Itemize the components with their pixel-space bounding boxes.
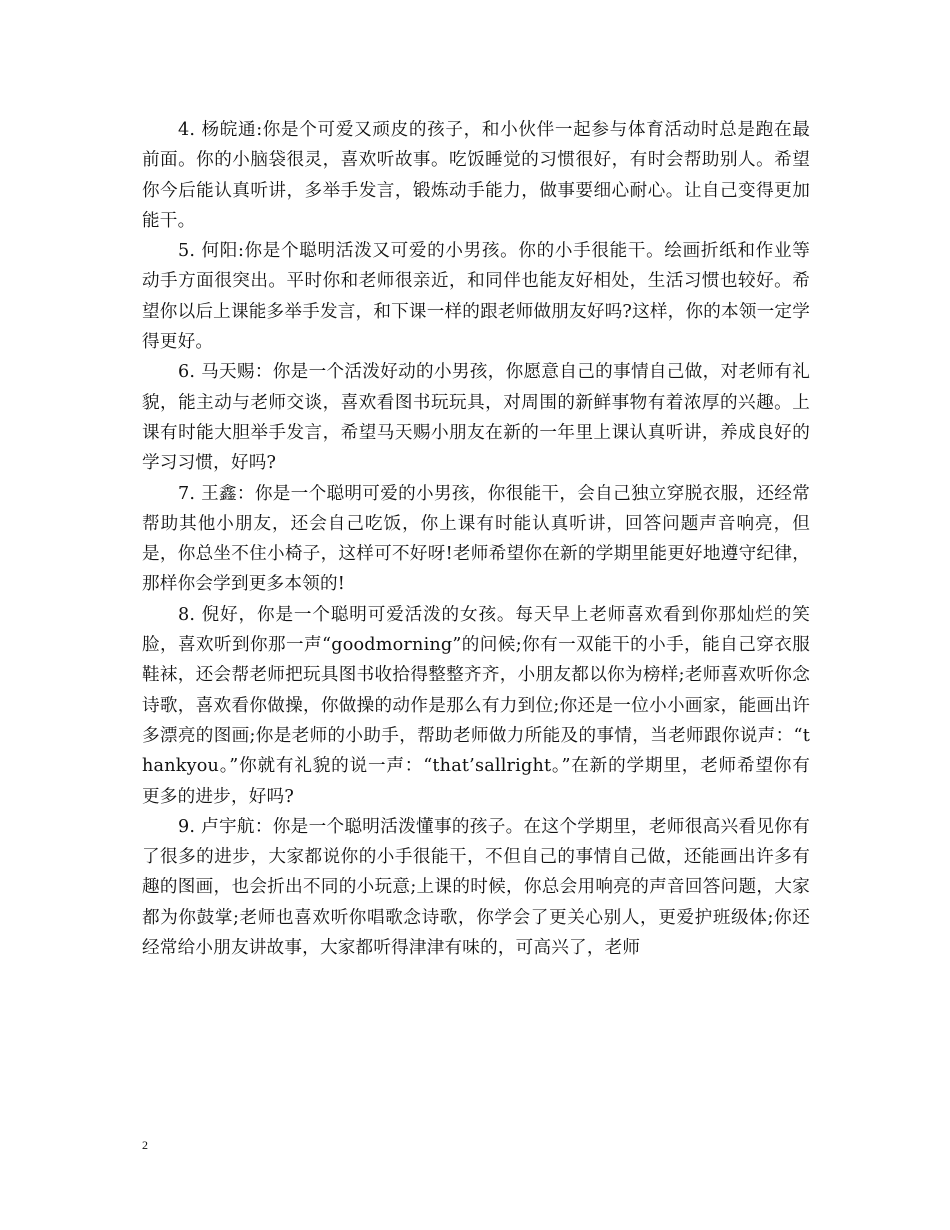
page-number: 2	[142, 1138, 148, 1152]
comment-paragraph-7: 7. 王鑫：你是一个聪明可爱的小男孩，你很能干，会自己独立穿脱衣服，还经常帮助其他小朋友，还会自己吃饭，你上课有时能认真听讲，回答问题声音响亮，但是，你总坐不住小椅子，这样可不好呀!老师希望你在新的学期里能更好地遵守纪律，那样你会学到更多本领的!	[142, 483, 810, 595]
comment-paragraph-6: 6. 马天赐：你是一个活泼好动的小男孩，你愿意自己的事情自己做，对老师有礼貌，能主动与老师交谈，喜欢看图书玩玩具，对周围的新鲜事物有着浓厚的兴趣。上课有时能大胆举手发言，希望马天赐小朋友在新的一年里上课认真听讲，养成良好的学习习惯，好吗?	[142, 362, 810, 474]
comment-paragraph-4: 4. 杨皖通:你是个可爱又顽皮的孩子，和小伙伴一起参与体育活动时总是跑在最前面。你的小脑袋很灵，喜欢听故事。吃饭睡觉的习惯很好，有时会帮助别人。希望你今后能认真听讲，多举手发言，锻炼动手能力，做事要细心耐心。让自己变得更加能干。	[142, 120, 810, 231]
document-body	[142, 115, 810, 963]
comment-paragraph-5: 5. 何阳:你是个聪明活泼又可爱的小男孩。你的小手很能干。绘画折纸和作业等动手方面很突出。平时你和老师很亲近，和同伴也能友好相处，生活习惯也较好。希望你以后上课能多举手发言，和下课一样的跟老师做朋友好吗?这样，你的本领一定学得更好。	[142, 241, 811, 353]
comment-paragraph-9: 9. 卢宇航：你是一个聪明活泼懂事的孩子。在这个学期里，老师很高兴看见你有了很多的进步，大家都说你的小手很能干，不但自己的事情自己做，还能画出许多有趣的图画，也会折出不同的小玩意;上课的时候，你总会用响亮的声音回答问题，大家都为你鼓掌;老师也喜欢听你唱歌念诗歌，你学会了更关心别人，更爱护班级体;你还经常给小朋友讲故事，大家都听得津津有味的，可高兴了，老师	[142, 816, 810, 959]
comment-paragraph-8: 8. 倪好，你是一个聪明可爱活泼的女孩。每天早上老师喜欢看到你那灿烂的笑脸，喜欢听到你那一声“goodmorning”的问候;你有一双能干的小手，能自己穿衣服鞋袜，还会帮老师把玩具图书收拾得整整齐齐，小朋友都以你为榜样;老师喜欢听你念诗歌，喜欢看你做操，你做操的动作是那么有力到位;你还是一位小小画家，能画出许多漂亮的图画;你是老师的小助手，帮助老师做力所能及的事情，当老师跟你说声：“thankyou。”你就有礼貌的说一声：“that’sallright。”在新的学期里，老师希望你有更多的进步，好吗?	[142, 604, 810, 807]
